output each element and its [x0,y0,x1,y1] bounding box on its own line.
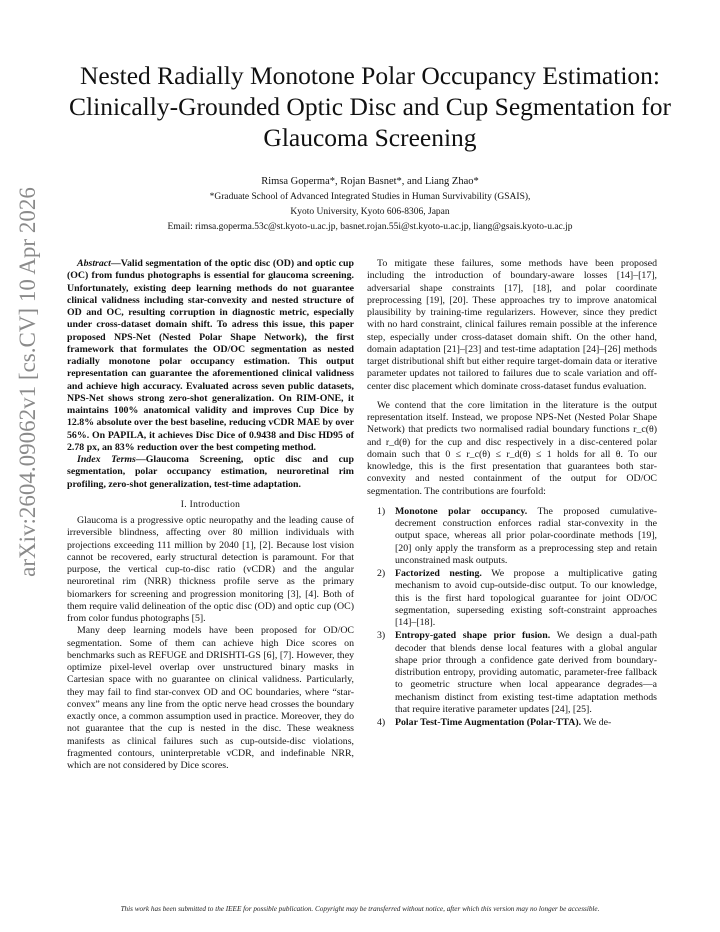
author-list: Rimsa Goperma*, Rojan Basnet*, and Liang Zhao* [261,176,479,187]
abstract-label: Abstract [77,258,111,269]
contribution-item [367,630,657,716]
affiliation-line-1: *Graduate School of Advanced Integrated Studies in Human Survivability (GSAIS), [209,192,531,202]
arxiv-identifier-stamp: arXiv:2604.09062v1 [cs.CV] 10 Apr 2026 [15,187,40,577]
section-heading-introduction: I. Introduction [180,499,241,510]
contribution-text: The proposed cumulative-decrement construction enforces radial star-convexity in the output space, whereas all prior polar-coordinate methods [19], [20] only apply the transform as a preprocessing step and retain unconstrained mask outputs. [395,505,657,566]
left-column [67,258,354,772]
body-paragraph: We contend that the core limitation in the literature is the output representation itself. Instead, we propose NPS-Net (Nested Polar Shape Network) that predicts two normalised radial boundary functions r_c(θ) and r_d(θ) for the cup and disc respectively in a disc-centered polar domain such that 0 ≤ r_c(θ) ≤ r_d(θ) ≤ 1 holds for all θ. To our knowledge, this is the first presentation that guarantees both star-convexity and nested containment of the output for OD/OC segmentation. The contributions are fourfold: [367,399,657,497]
contribution-number: 2) [377,568,386,579]
contribution-item [367,506,657,567]
paper-title: Nested Radially Monotone Polar Occupancy Estimation: Clinically-Grounded Optic Disc and Cup Segmentation for Glaucoma Screening [69,61,671,152]
contribution-text: We de- [581,717,612,728]
right-column [367,258,657,730]
copyright-footer-note: This work has been submitted to the IEEE for possible publication. Copyright may be transferred without notice, after which this version may no longer be accessible. [120,905,600,913]
abstract [67,258,354,454]
contribution-heading: Monotone polar occupancy. [395,505,528,517]
contribution-text: We propose a multiplicative gating mechanism to avoid cup-outside-disc output. To our knowledge, this is the first hard topological guarantee for joint OD/OC segmentation, superseding existing soft-constraint approaches [14]–[18]. [395,568,658,628]
abstract-text: —Valid segmentation of the optic disc (OD) and optic cup (OC) from fundus photographs is essential for glaucoma screening. Unfortunately, existing deep learning methods do not guarantee clinical validness including star-convexity and nested structure of OD and OC, resulting corruption in diagnostic metric, especially under cross-dataset domain shift. To adress this issue, this paper proposed NPS-Net (Nested Polar Shape Network), the first framework that formulates the OD/OC segmentation as nested radially monotone polar occupancy estimation. This output representation can guarantee the aforementioned clinical validness and achieve high accuracy. Evaluated across seven public datasets, NPS-Net shows strong zero-shot generalization. On RIM-ONE, it maintains 100% anatomical validity and improves Cup Dice by 12.8% absolute over the best baseline, reducing vCDR MAE by over 56%. On PAPILA, it achieves Disc Dice of 0.9438 and Disc HD95 of 2.78 px, an 83% reduction over the best competing method. [67,258,354,453]
index-terms-text: —Glaucoma Screening, optic disc and cup segmentation, polar occupancy estimation, neuroretinal rim profiling, zero-shot generalization, test-time adaptation. [67,454,354,490]
intro-paragraph: Many deep learning models have been proposed for OD/OC segmentation. Some of them can achieve high Dice scores on benchmarks such as REFUGE and DRISHTI-GS [6], [7]. However, they optimize pixel-level overlap over unstructured binary masks in Cartesian space with no guarantee on clinical validness. Particularly, they may fail to find star-convex OD and OC boundaries, where “star-convex” means any line from the optic nerve head crosses the boundary exactly once, a common assumption used in practice. Moreover, they do not guarantee that the cup is nested in the disc. These weakness manifests as clinical failures such as cup-outside-disc violations, fragmented contours, uninterpretable vCDR, and indefinable NRR, which are not considered by Dice scores. [67,625,354,771]
body-paragraph: To mitigate these failures, some methods have been proposed including the introduction of boundary-aware losses [14]–[17], adversarial shape constraints [17], [18], and polar coordinate preprocessing [19], [20]. These approaches try to improve anatomical plausibility by training-time regularizers. However, since they predict with no hard constraint, clinical failures remain possible at the inference step, especially under cross-dataset domain shift. On the other hand, domain adaptation [21]–[23] and test-time adaptation [24]–[26] methods target distributional shift but either require target-domain data or iterative parameter updates not tailored to failures due to scale variation and off-center disc placement which dominate cross-dataset fundus evaluation. [367,258,657,392]
contribution-number: 1) [377,505,386,517]
intro-paragraph: Glaucoma is a progressive optic neuropathy and the leading cause of irreversible blindness, affecting over 80 million individuals with projections exceeding 111 million by 2040 [1], [2]. Because lost vision cannot be recovered, early structural detection is paramount. For that purpose, the vertical cup-to-disc ratio (vCDR) and the angular neuroretinal rim (NRR) thickness profile serve as the primary biomarkers for screening and progression monitoring [3], [4]. Both of them require valid delineation of the optic disc (OD) and optic cup (OC) from color fundus photographs [5]. [67,515,354,624]
contribution-heading: Factorized nesting. [395,568,482,579]
affiliation-email: Email: rimsa.goperma.53c@st.kyoto-u.ac.jp, basnet.rojan.55i@st.kyoto-u.ac.jp, liang@gsais.kyoto-u.ac.jp [167,222,573,232]
contribution-heading: Entropy-gated shape prior fusion. [395,630,551,642]
affiliation-line-2: Kyoto University, Kyoto 606-8306, Japan [290,207,450,217]
index-terms-label: Index Terms [77,454,136,465]
contributions-list [367,506,657,730]
contribution-heading: Polar Test-Time Augmentation (Polar-TTA). [395,717,582,728]
contribution-item [367,568,657,629]
index-terms [67,454,354,491]
contribution-number: 3) [377,630,386,642]
contribution-number: 4) [377,717,386,728]
contribution-item [367,717,657,729]
contribution-text: We design a dual-path decoder that blends dense local features with a global angular shape prior through a confidence gate derived from boundary-distribution entropy, providing automatic, parameter-free fallback to geometric structure when local appearance degrades—a mechanism distinct from existing test-time adaptation methods that require iterative parameter updates [24], [25]. [395,630,657,715]
